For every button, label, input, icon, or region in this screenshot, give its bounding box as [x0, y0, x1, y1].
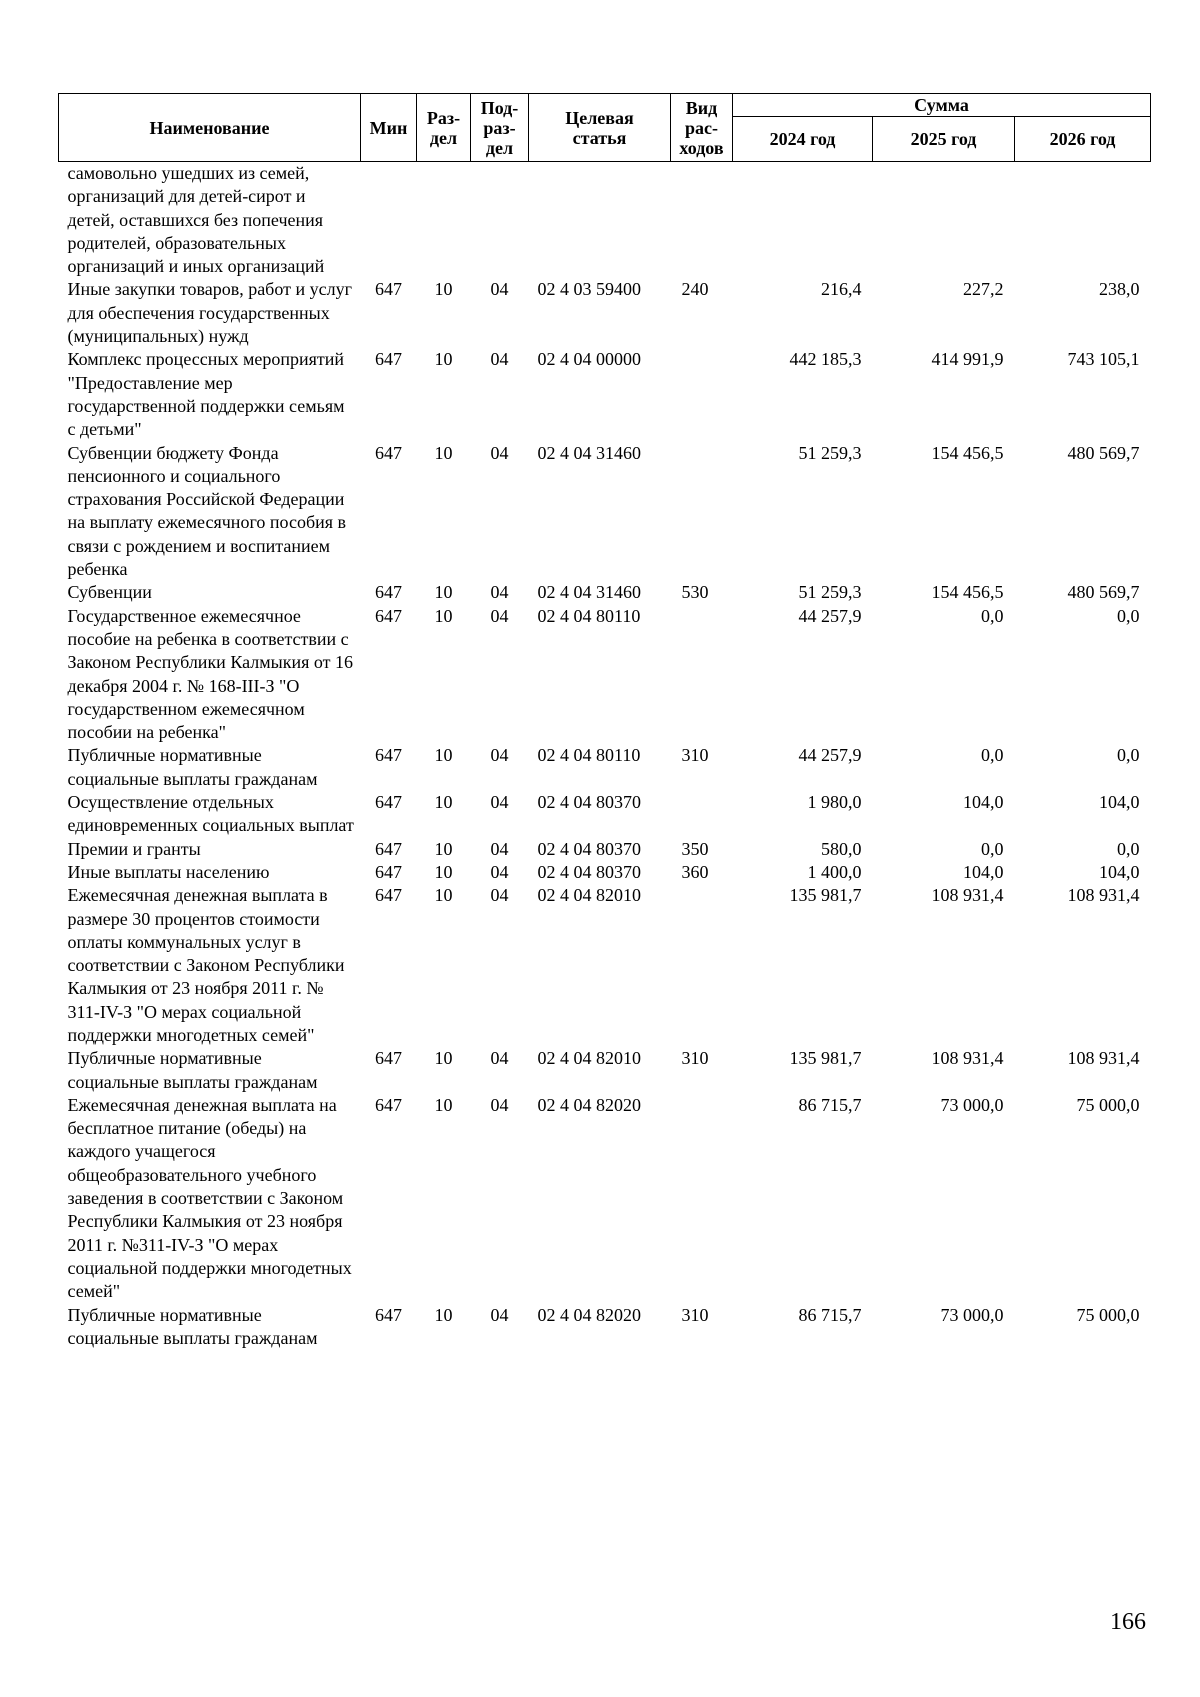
header-min: Мин: [361, 94, 417, 162]
cell-name: Осуществление отдельных единовременных социальных выплат: [67, 792, 354, 836]
cell-2026: 0,0: [1117, 605, 1140, 626]
cell-target: [529, 162, 671, 279]
cell-2025: 154 456,5: [931, 442, 1004, 463]
cell-razdel: 10: [434, 885, 453, 906]
table-row: [59, 838, 1151, 861]
cell-target: 02 4 04 82020: [537, 1094, 641, 1115]
cell-vid: 310: [681, 1304, 709, 1325]
cell-razdel: 10: [434, 1304, 453, 1325]
cell-vid: [671, 605, 733, 745]
cell-name: Комплекс процессных мероприятий "Предоставление мер государственной поддержки семьям с детьми": [67, 349, 345, 440]
cell-vid: 310: [681, 1048, 709, 1069]
cell-vid: [671, 348, 733, 441]
cell-2024: 580,0: [821, 838, 862, 859]
cell-name: Ежемесячная денежная выплата в размере 30 процентов стоимости оплаты коммунальных услуг в соответствии с Законом Республики Калмыкия от 23 ноября 2011 г. № 311-IV-З "О мерах социальной поддержки многодетных семей": [67, 885, 345, 1045]
cell-vid: 240: [681, 279, 709, 300]
cell-razdel: 10: [434, 745, 453, 766]
cell-2024: 51 259,3: [798, 442, 862, 463]
cell-2026: 0,0: [1117, 838, 1140, 859]
cell-2024: 216,4: [821, 279, 862, 300]
cell-podrazdel: 04: [490, 279, 509, 300]
cell-2025: 104,0: [963, 861, 1004, 882]
cell-target: 02 4 04 82010: [537, 1048, 641, 1069]
cell-min: 647: [375, 838, 402, 859]
cell-min: 647: [375, 279, 402, 300]
cell-target: 02 4 04 80370: [537, 861, 641, 882]
cell-target: 02 4 04 82020: [537, 1304, 641, 1325]
cell-razdel: 10: [434, 442, 453, 463]
cell-name: Ежемесячная денежная выплата на бесплатное питание (обеды) на каждого учащегося общеобразовательного учебного заведения в соответствии с Законом Республики Калмыкия от 23 ноября 2011 г. №311-IV-З "О мерах социальной поддержки многодетных семей": [67, 1094, 352, 1302]
header-2025: 2025 год: [873, 117, 1015, 162]
cell-min: 647: [375, 582, 402, 603]
cell-min: 647: [375, 605, 402, 626]
header-2026: 2026 год: [1015, 117, 1151, 162]
cell-2026: 104,0: [1099, 792, 1140, 813]
cell-target: 02 4 04 00000: [537, 349, 641, 370]
cell-razdel: 10: [434, 861, 453, 882]
cell-vid: 530: [681, 582, 709, 603]
cell-name: Субвенции бюджету Фонда пенсионного и социального страхования Российской Федерации на выплату ежемесячного пособия в связи с рождением и воспитанием ребенка: [67, 442, 347, 580]
cell-vid: [671, 1094, 733, 1304]
cell-min: 647: [375, 1048, 402, 1069]
cell-name: Иные закупки товаров, работ и услуг для обеспечения государственных (муниципальных) нужд: [67, 279, 352, 347]
cell-min: [361, 162, 417, 279]
cell-min: 647: [375, 861, 402, 882]
cell-min: 647: [375, 885, 402, 906]
cell-podrazdel: 04: [490, 442, 509, 463]
cell-2025: 73 000,0: [940, 1304, 1004, 1325]
cell-2024: 442 185,3: [789, 349, 862, 370]
cell-podrazdel: 04: [490, 1304, 509, 1325]
cell-vid: [671, 442, 733, 582]
cell-target: 02 4 04 80110: [537, 745, 641, 766]
cell-2025: 0,0: [981, 838, 1004, 859]
budget-table: [58, 93, 1151, 1350]
cell-podrazdel: 04: [490, 745, 509, 766]
cell-2024: 44 257,9: [798, 605, 862, 626]
cell-razdel: 10: [434, 349, 453, 370]
cell-podrazdel: 04: [490, 349, 509, 370]
table-row: [59, 348, 1151, 441]
cell-min: 647: [375, 792, 402, 813]
cell-2025: [873, 162, 1015, 279]
cell-target: 02 4 04 31460: [537, 582, 641, 603]
table-row: [59, 1047, 1151, 1094]
table-row: [59, 861, 1151, 884]
cell-name: Субвенции: [67, 582, 152, 603]
table-row: [59, 1304, 1151, 1351]
cell-podrazdel: 04: [490, 1048, 509, 1069]
cell-name: Публичные нормативные социальные выплаты гражданам: [67, 1304, 318, 1348]
cell-podrazdel: 04: [490, 838, 509, 859]
cell-razdel: 10: [434, 792, 453, 813]
cell-2025: 104,0: [963, 792, 1004, 813]
cell-vid: 360: [681, 861, 709, 882]
table-row: [59, 1094, 1151, 1304]
cell-vid: [671, 162, 733, 279]
cell-2024: 44 257,9: [798, 745, 862, 766]
cell-2026: 75 000,0: [1076, 1304, 1140, 1325]
cell-podrazdel: 04: [490, 792, 509, 813]
cell-target: 02 4 04 80370: [537, 792, 641, 813]
cell-2024: 51 259,3: [798, 582, 862, 603]
cell-name: Публичные нормативные социальные выплаты гражданам: [67, 1048, 318, 1092]
cell-2025: 73 000,0: [940, 1094, 1004, 1115]
table-row: [59, 278, 1151, 348]
cell-2024: 135 981,7: [789, 885, 862, 906]
cell-2025: 108 931,4: [931, 1048, 1004, 1069]
cell-vid: 350: [681, 838, 709, 859]
cell-2025: 108 931,4: [931, 885, 1004, 906]
cell-2026: 0,0: [1117, 745, 1140, 766]
cell-vid: [671, 791, 733, 838]
cell-podrazdel: 04: [490, 861, 509, 882]
table-row: [59, 605, 1151, 745]
table-header: [59, 94, 1151, 162]
cell-razdel: 10: [434, 838, 453, 859]
cell-razdel: 10: [434, 1048, 453, 1069]
cell-target: 02 4 03 59400: [537, 279, 641, 300]
cell-min: 647: [375, 442, 402, 463]
header-2024: 2024 год: [733, 117, 873, 162]
cell-razdel: 10: [434, 582, 453, 603]
cell-min: 647: [375, 349, 402, 370]
cell-2025: 154 456,5: [931, 582, 1004, 603]
cell-2025: 0,0: [981, 605, 1004, 626]
header-summa: Сумма: [733, 94, 1151, 117]
table-row: [59, 744, 1151, 791]
cell-min: 647: [375, 1094, 402, 1115]
cell-target: 02 4 04 80370: [537, 838, 641, 859]
cell-2024: 86 715,7: [798, 1304, 862, 1325]
cell-2026: 743 105,1: [1067, 349, 1140, 370]
cell-2026: 104,0: [1099, 861, 1140, 882]
cell-name: Государственное ежемесячное пособие на ребенка в соответствии с Законом Республики Калмыкия от 16 декабря 2004 г. № 168-III-З "О государственном ежемесячном пособии на ребенка": [67, 605, 353, 743]
cell-razdel: 10: [434, 605, 453, 626]
cell-2024: [733, 162, 873, 279]
header-podrazdel: Под- раз- дел: [471, 94, 529, 162]
cell-razdel: 10: [434, 1094, 453, 1115]
cell-2024: 135 981,7: [789, 1048, 862, 1069]
cell-2024: 86 715,7: [798, 1094, 862, 1115]
cell-podrazdel: 04: [490, 885, 509, 906]
cell-name: самовольно ушедших из семей, организаций для детей-сирот и детей, оставшихся без попечения родителей, образовательных организаций и иных организаций: [67, 163, 325, 277]
cell-2026: 108 931,4: [1067, 1048, 1140, 1069]
cell-2026: 75 000,0: [1076, 1094, 1140, 1115]
page-number: 166: [1110, 1609, 1146, 1635]
cell-razdel: [417, 162, 471, 279]
cell-2026: 480 569,7: [1067, 582, 1140, 603]
cell-razdel: 10: [434, 279, 453, 300]
cell-min: 647: [375, 1304, 402, 1325]
table-row: [59, 442, 1151, 582]
document-page: [58, 93, 1150, 1350]
cell-2024: 1 400,0: [807, 861, 862, 882]
cell-2024: 1 980,0: [807, 792, 862, 813]
table-row: [59, 884, 1151, 1047]
cell-podrazdel: 04: [490, 605, 509, 626]
cell-name: Премии и гранты: [67, 838, 201, 859]
cell-target: 02 4 04 31460: [537, 442, 641, 463]
cell-2025: 414 991,9: [931, 349, 1004, 370]
table-row: [59, 581, 1151, 604]
header-vid: Вид рас- ходов: [671, 94, 733, 162]
cell-podrazdel: [471, 162, 529, 279]
cell-2026: 238,0: [1099, 279, 1140, 300]
cell-podrazdel: 04: [490, 582, 509, 603]
cell-min: 647: [375, 745, 402, 766]
cell-vid: 310: [681, 745, 709, 766]
cell-2025: 0,0: [981, 745, 1004, 766]
cell-2026: 108 931,4: [1067, 885, 1140, 906]
cell-2026: 480 569,7: [1067, 442, 1140, 463]
cell-name: Иные выплаты населению: [67, 861, 270, 882]
header-name: Наименование: [59, 94, 361, 162]
header-target: Целевая статья: [529, 94, 671, 162]
table-body: [59, 162, 1151, 1351]
table-row: [59, 791, 1151, 838]
cell-2025: 227,2: [963, 279, 1004, 300]
cell-2026: [1015, 162, 1151, 279]
header-razdel: Раз- дел: [417, 94, 471, 162]
cell-target: 02 4 04 80110: [537, 605, 641, 626]
table-row: [59, 162, 1151, 279]
cell-target: 02 4 04 82010: [537, 885, 641, 906]
cell-name: Публичные нормативные социальные выплаты гражданам: [67, 745, 318, 789]
cell-vid: [671, 884, 733, 1047]
cell-podrazdel: 04: [490, 1094, 509, 1115]
